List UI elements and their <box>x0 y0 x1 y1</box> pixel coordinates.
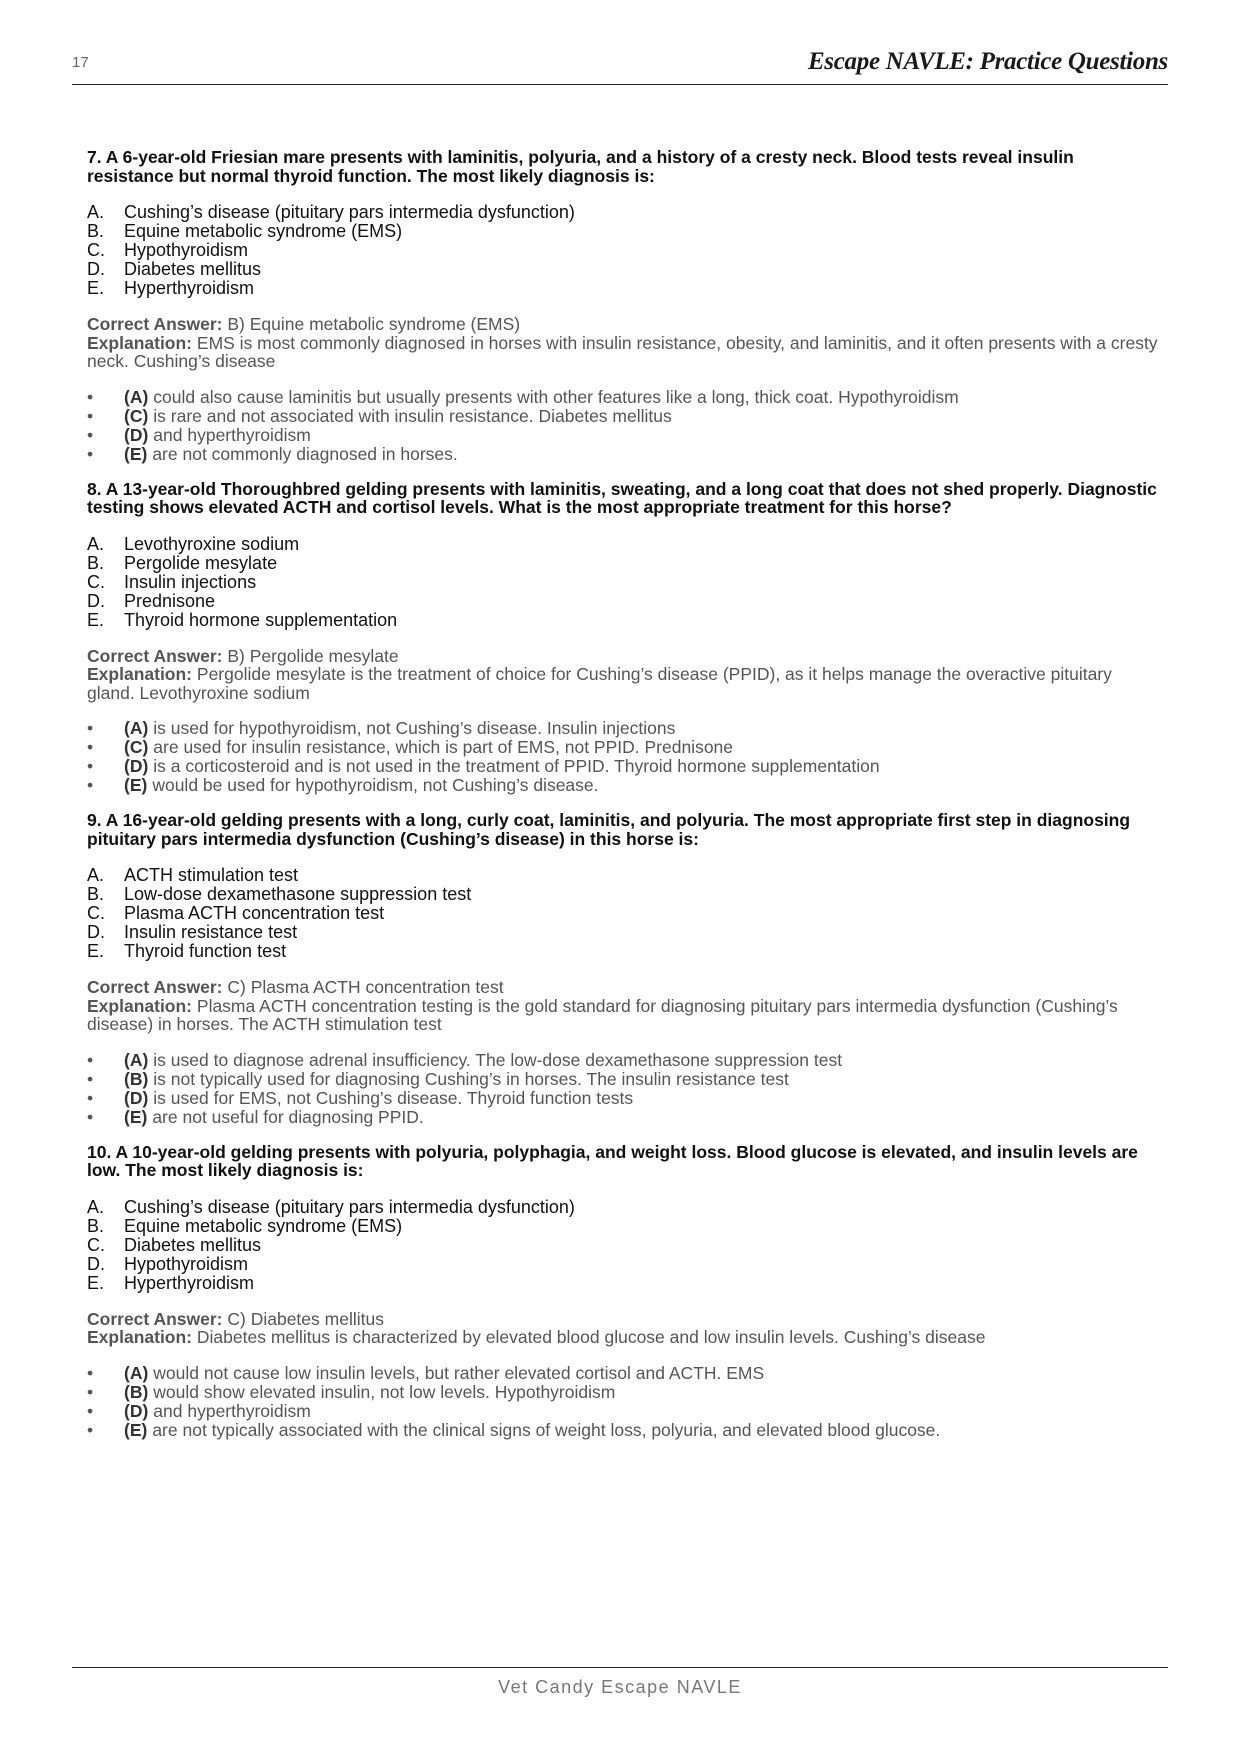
option-ref: (D) <box>124 1087 149 1108</box>
question-block <box>87 811 1162 1127</box>
distractor-note-text: is rare and not associated with insulin resistance. Diabetes mellitus <box>153 405 672 426</box>
answer-option <box>87 611 1162 630</box>
bullet-icon: • <box>87 737 94 757</box>
distractor-note-body <box>124 1108 424 1127</box>
option-text: Levothyroxine sodium <box>124 533 300 554</box>
answer-option <box>87 923 1162 942</box>
option-letter: C. <box>87 571 105 592</box>
distractor-note-text: is not typically used for diagnosing Cushing’s in horses. The insulin resistance test <box>153 1068 789 1089</box>
distractor-note-text: is used for hypothyroidism, not Cushing’s disease. Insulin injections <box>153 718 676 738</box>
answer-options <box>87 203 1162 298</box>
distractor-note-text: is a corticosteroid and is not used in the treatment of PPID. Thyroid hormone supplementation <box>153 756 880 776</box>
correct-answer-value: C) Diabetes mellitus <box>227 1308 384 1329</box>
distractor-note-body <box>124 776 599 795</box>
option-text: Cushing’s disease (pituitary pars intermedia dysfunction) <box>124 1196 575 1217</box>
option-letter: A. <box>87 1196 105 1217</box>
bullet-icon: • <box>87 1419 94 1440</box>
explanation-text: Pergolide mesylate is the treatment of choice for Cushing’s disease (PPID), as it helps manage the overactive pituitary gland. Levothyroxine sodium <box>87 664 1112 703</box>
option-ref: (A) <box>124 1362 149 1383</box>
distractor-note-text: are not useful for diagnosing PPID. <box>152 1106 424 1127</box>
option-text: Hyperthyroidism <box>124 278 255 298</box>
option-text: Equine metabolic syndrome (EMS) <box>124 1215 403 1236</box>
distractor-note <box>87 1402 1162 1421</box>
distractor-note <box>87 1364 1162 1383</box>
question-stem: 10. A 10-year-old gelding presents with polyuria, polyphagia, and weight loss. Blood glucose is elevated, and insulin levels are low. The most likely diagnosis is: <box>87 1141 1138 1180</box>
bullet-icon: • <box>87 1068 94 1089</box>
answer-option <box>87 1274 1162 1293</box>
document-title: Escape NAVLE: Practice Questions <box>807 48 1168 75</box>
answer-options <box>87 535 1162 630</box>
option-text: Cushing’s disease (pituitary pars intermedia dysfunction) <box>124 202 575 222</box>
option-text: Pergolide mesylate <box>124 552 278 573</box>
distractor-note-body <box>124 445 458 464</box>
distractor-note-body <box>124 757 880 776</box>
option-text: Equine metabolic syndrome (EMS) <box>124 221 403 241</box>
page-header <box>72 44 1168 85</box>
answer-option <box>87 241 1162 260</box>
explanation-text: EMS is most commonly diagnosed in horses with insulin resistance, obesity, and laminitis, and it often presents with a cresty neck. Cushing’s disease <box>87 332 1158 371</box>
option-letter: D. <box>87 922 105 942</box>
distractor-note <box>87 1089 1162 1108</box>
distractor-note <box>87 738 1162 757</box>
answer-option <box>87 942 1162 961</box>
answer-option <box>87 866 1162 885</box>
explanation-line <box>87 1328 1162 1347</box>
option-text: Insulin resistance test <box>124 922 298 942</box>
explanation-line <box>87 997 1162 1034</box>
bullet-icon: • <box>87 405 94 426</box>
answer-options <box>87 866 1162 961</box>
distractor-notes <box>87 1364 1162 1440</box>
answer-option <box>87 260 1162 279</box>
answer-option <box>87 222 1162 241</box>
option-letter: A. <box>87 865 105 885</box>
option-letter: E. <box>87 941 105 961</box>
distractor-note-body <box>124 738 733 757</box>
answer-option <box>87 279 1162 298</box>
option-letter: B. <box>87 884 105 904</box>
bullet-icon: • <box>87 424 94 445</box>
correct-answer-label: Correct Answer: <box>87 645 223 666</box>
explanation-line <box>87 334 1162 371</box>
correct-answer-value: B) Pergolide mesylate <box>227 645 399 666</box>
distractor-note <box>87 445 1162 464</box>
answer-option <box>87 1255 1162 1274</box>
distractor-note <box>87 1383 1162 1402</box>
bullet-icon: • <box>87 1049 94 1070</box>
answer-option <box>87 1236 1162 1255</box>
option-letter: C. <box>87 903 105 923</box>
questions-section <box>87 148 1162 1456</box>
option-ref: (C) <box>124 737 149 757</box>
answer-option <box>87 1217 1162 1236</box>
option-text: Low-dose dexamethasone suppression test <box>124 884 472 904</box>
distractor-note <box>87 719 1162 738</box>
option-ref: (D) <box>124 424 149 445</box>
answer-explanation <box>87 315 1162 371</box>
answer-option <box>87 573 1162 592</box>
option-letter: E. <box>87 1272 105 1293</box>
distractor-note-body <box>124 1421 940 1440</box>
distractor-note-body <box>124 388 959 407</box>
question-stem: 7. A 6-year-old Friesian mare presents with laminitis, polyuria, and a history of a cresty neck. Blood tests reveal insulin resistance but normal thyroid function. The most likely diagnosis is: <box>87 147 1074 186</box>
answer-option <box>87 203 1162 222</box>
page-number: 17 <box>72 54 89 71</box>
correct-answer-label: Correct Answer: <box>87 1308 223 1329</box>
correct-answer-line <box>87 1310 1162 1329</box>
bullet-icon: • <box>87 1362 94 1383</box>
correct-answer-value: B) Equine metabolic syndrome (EMS) <box>227 314 521 334</box>
answer-explanation <box>87 1310 1162 1347</box>
option-letter: B. <box>87 552 105 573</box>
bullet-icon: • <box>87 386 94 407</box>
distractor-note-body <box>124 1089 633 1108</box>
distractor-note-text: are used for insulin resistance, which is part of EMS, not PPID. Prednisone <box>153 737 734 757</box>
answer-explanation <box>87 978 1162 1034</box>
bullet-icon: • <box>87 1381 94 1402</box>
distractor-note <box>87 776 1162 795</box>
answer-option <box>87 554 1162 573</box>
distractor-note-text: are not commonly diagnosed in horses. <box>152 443 458 464</box>
distractor-note-body <box>124 407 672 426</box>
distractor-note-body <box>124 719 675 738</box>
option-letter: D. <box>87 590 105 611</box>
option-letter: D. <box>87 259 105 279</box>
bullet-icon: • <box>87 718 94 738</box>
distractor-note <box>87 388 1162 407</box>
correct-answer-line <box>87 315 1162 334</box>
option-letter: A. <box>87 202 105 222</box>
distractor-note <box>87 1421 1162 1440</box>
option-ref: (E) <box>124 775 148 795</box>
option-ref: (B) <box>124 1381 149 1402</box>
option-ref: (B) <box>124 1068 149 1089</box>
distractor-note-body <box>124 1051 842 1070</box>
answer-option <box>87 904 1162 923</box>
distractor-note-body <box>124 426 311 445</box>
distractor-note-text: and hyperthyroidism <box>153 424 311 445</box>
explanation-label: Explanation: <box>87 995 193 1016</box>
distractor-note-body <box>124 1070 789 1089</box>
correct-answer-line <box>87 647 1162 666</box>
distractor-notes <box>87 1051 1162 1127</box>
explanation-label: Explanation: <box>87 664 193 684</box>
distractor-note <box>87 1051 1162 1070</box>
option-ref: (D) <box>124 756 149 776</box>
option-letter: B. <box>87 1215 105 1236</box>
question-block <box>87 1143 1162 1440</box>
distractor-note-body <box>124 1383 615 1402</box>
option-ref: (A) <box>124 718 149 738</box>
answer-option <box>87 885 1162 904</box>
option-text: Diabetes mellitus <box>124 259 262 279</box>
footer-divider <box>72 1667 1168 1668</box>
distractor-note-body <box>124 1364 764 1383</box>
distractor-note <box>87 1108 1162 1127</box>
option-ref: (C) <box>124 405 149 426</box>
bullet-icon: • <box>87 775 94 795</box>
option-ref: (E) <box>124 1106 148 1127</box>
question-block <box>87 480 1162 796</box>
distractor-notes <box>87 719 1162 795</box>
distractor-note-text: could also cause laminitis but usually presents with other features like a long, thick coat. Hypothyroidism <box>153 386 959 407</box>
correct-answer-value: C) Plasma ACTH concentration test <box>227 977 504 997</box>
answer-option <box>87 535 1162 554</box>
bullet-icon: • <box>87 443 94 464</box>
option-ref: (E) <box>124 1419 148 1440</box>
option-text: Diabetes mellitus <box>124 1234 262 1255</box>
option-text: Prednisone <box>124 590 216 611</box>
distractor-note-text: would be used for hypothyroidism, not Cushing’s disease. <box>152 775 599 795</box>
option-text: Thyroid function test <box>124 941 287 961</box>
bullet-icon: • <box>87 756 94 776</box>
distractor-note-text: would not cause low insulin levels, but rather elevated cortisol and ACTH. EMS <box>153 1362 765 1383</box>
option-text: Hypothyroidism <box>124 240 249 260</box>
option-text: Plasma ACTH concentration test <box>124 903 385 923</box>
option-ref: (D) <box>124 1400 149 1421</box>
option-letter: A. <box>87 533 105 554</box>
option-text: Insulin injections <box>124 571 257 592</box>
distractor-note-body <box>124 1402 311 1421</box>
option-letter: B. <box>87 221 105 241</box>
distractor-note <box>87 1070 1162 1089</box>
answer-option <box>87 1198 1162 1217</box>
question-stem: 9. A 16-year-old gelding presents with a long, curly coat, laminitis, and polyuria. The most appropriate first step in diagnosing pituitary pars intermedia dysfunction (Cushing’s disease) in this horse is: <box>87 810 1131 849</box>
distractor-note-text: and hyperthyroidism <box>153 1400 311 1421</box>
bullet-icon: • <box>87 1087 94 1108</box>
option-letter: E. <box>87 278 105 298</box>
option-letter: C. <box>87 240 105 260</box>
option-ref: (E) <box>124 443 148 464</box>
distractor-note-text: is used for EMS, not Cushing’s disease. Thyroid function tests <box>153 1087 634 1108</box>
option-text: Hypothyroidism <box>124 1253 249 1274</box>
option-ref: (A) <box>124 386 149 407</box>
option-text: Thyroid hormone supplementation <box>124 609 398 630</box>
answer-option <box>87 592 1162 611</box>
option-letter: E. <box>87 609 105 630</box>
distractor-note-text: are not typically associated with the clinical signs of weight loss, polyuria, and elevated blood glucose. <box>152 1419 941 1440</box>
distractor-note-text: would show elevated insulin, not low levels. Hypothyroidism <box>153 1381 616 1402</box>
distractor-notes <box>87 388 1162 464</box>
explanation-label: Explanation: <box>87 332 193 353</box>
option-text: Hyperthyroidism <box>124 1272 255 1293</box>
question-block <box>87 148 1162 464</box>
option-ref: (A) <box>124 1049 149 1070</box>
explanation-line <box>87 665 1162 702</box>
distractor-note-text: is used to diagnose adrenal insufficiency. The low-dose dexamethasone suppression test <box>153 1049 843 1070</box>
correct-answer-label: Correct Answer: <box>87 977 223 997</box>
explanation-text: Plasma ACTH concentration testing is the gold standard for diagnosing pituitary pars intermedia dysfunction (Cushing’s disease) in horses. The ACTH stimulation test <box>87 995 1118 1034</box>
correct-answer-label: Correct Answer: <box>87 314 223 334</box>
question-stem: 8. A 13-year-old Thoroughbred gelding presents with laminitis, sweating, and a long coat that does not shed properly. Diagnostic testing shows elevated ACTH and cortisol levels. What is the most appropriate treatment for this horse? <box>87 478 1157 517</box>
distractor-note <box>87 407 1162 426</box>
option-text: ACTH stimulation test <box>124 865 299 885</box>
bullet-icon: • <box>87 1400 94 1421</box>
explanation-text: Diabetes mellitus is characterized by elevated blood glucose and low insulin levels. Cushing’s disease <box>196 1327 986 1347</box>
correct-answer-line <box>87 978 1162 997</box>
bullet-icon: • <box>87 1106 94 1127</box>
answer-explanation <box>87 647 1162 703</box>
option-letter: D. <box>87 1253 105 1274</box>
distractor-note <box>87 757 1162 776</box>
option-letter: C. <box>87 1234 105 1255</box>
explanation-label: Explanation: <box>87 1327 193 1347</box>
answer-options <box>87 1198 1162 1293</box>
distractor-note <box>87 426 1162 445</box>
footer-text: Vet Candy Escape NAVLE <box>498 1677 742 1697</box>
